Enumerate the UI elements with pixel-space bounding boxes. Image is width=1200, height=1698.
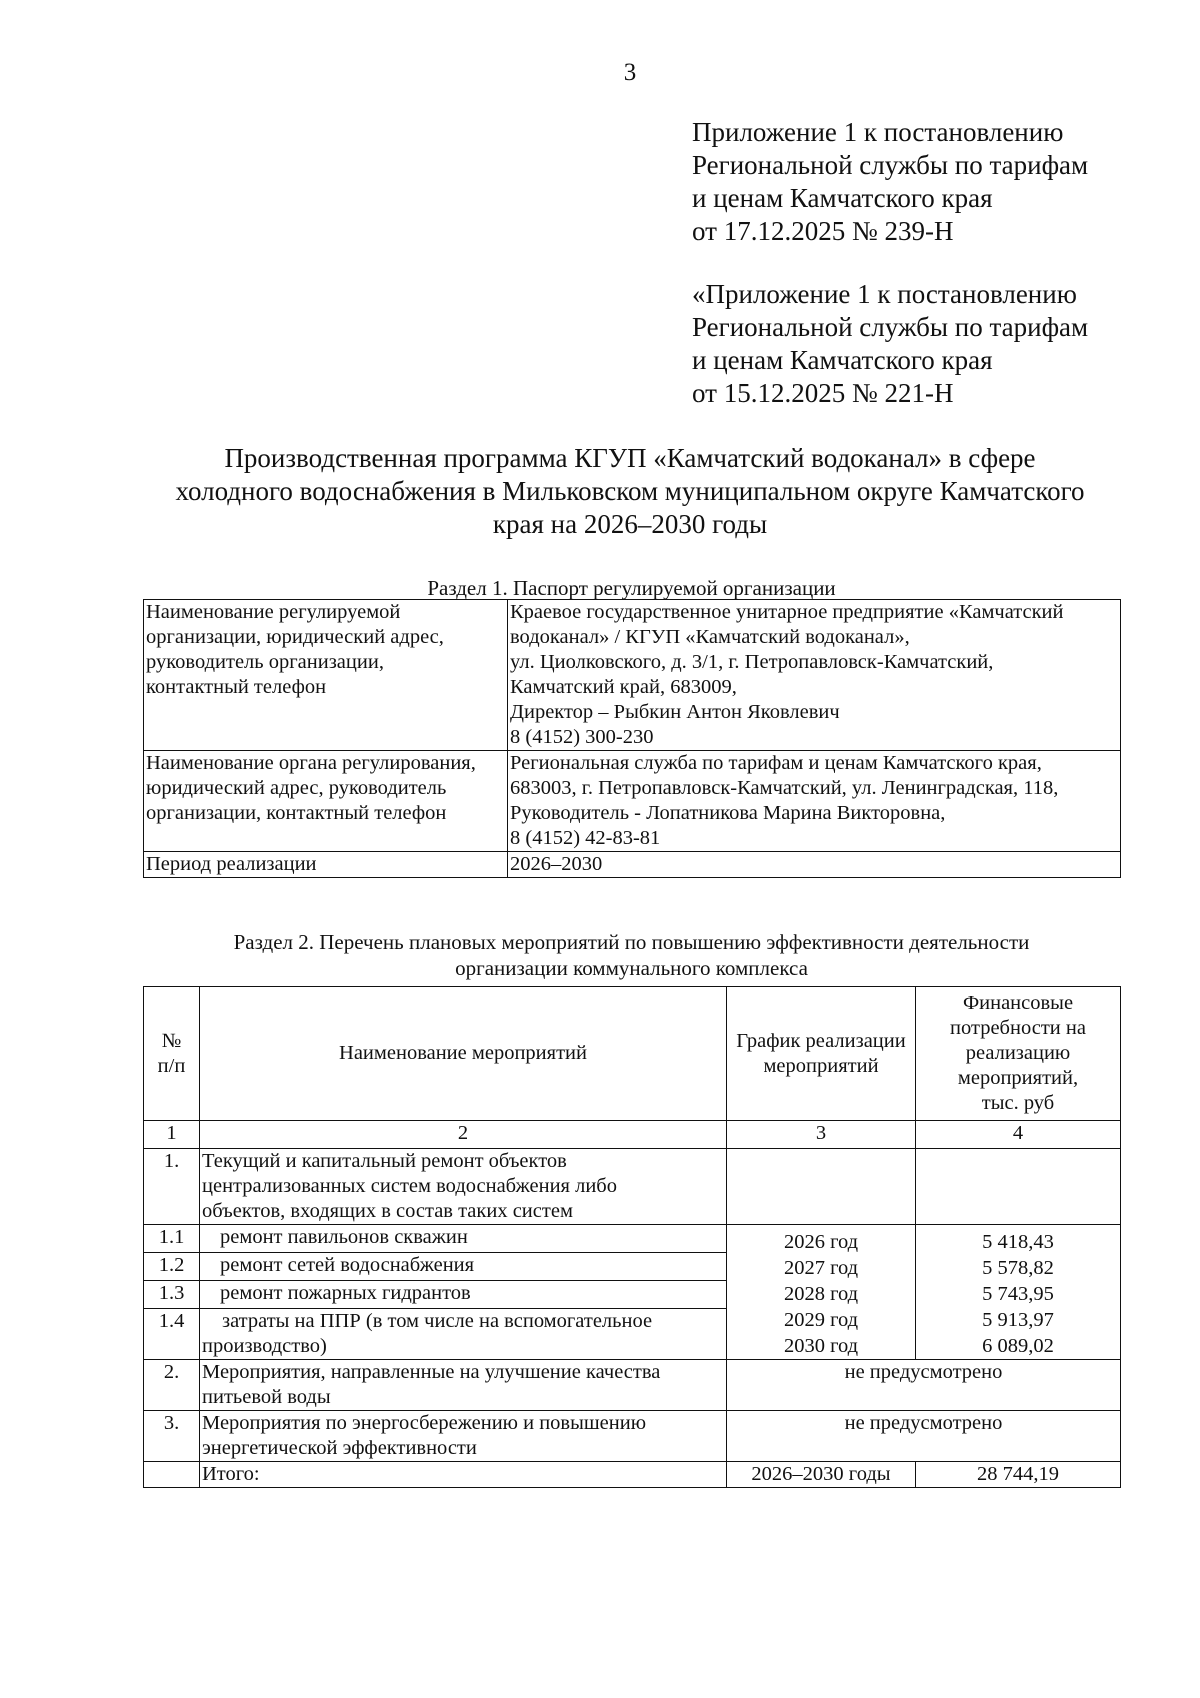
row-number-cell: 1.4 [144,1309,200,1360]
table-row [144,600,1121,751]
table-header-row [144,987,1121,1121]
passport-value-cell [508,600,1121,751]
row-number-cell: 3. [144,1411,200,1462]
row-number-cell: 2. [144,1360,200,1411]
total-label-cell: Итого: [200,1462,727,1488]
appendix-line: Региональной службы по тарифам [692,150,1089,180]
table-row [144,1411,1121,1462]
row-name-cell [200,1225,727,1253]
header-finance-cell [916,987,1121,1121]
schedule-year: 2029 год [783,1309,859,1331]
header-line: График реализации [736,1029,906,1052]
appendix-line: от 15.12.2025 № 221-Н [692,378,954,408]
cell-line: 8 (4152) 300-230 [510,726,654,748]
cell-line: 683003, г. Петропавловск-Камчатский, ул. Ленинградская, 118, [510,777,1059,799]
cell-line: организации, юридический адрес, [146,626,444,648]
header-line: п/п [157,1054,186,1077]
cell-line: Мероприятия, направленные на улучшение качества [202,1361,661,1383]
table-row [144,1360,1121,1411]
header-line: реализацию [965,1042,1071,1064]
table-row [144,852,1121,878]
row-name-cell [200,1309,727,1360]
appendix-line: Приложение 1 к постановлению [692,117,1064,147]
appendix-current-header [692,116,1172,248]
cell-line: Краевое государственное унитарное предприятие «Камчатский [510,601,1064,623]
cell-line: организации, контактный телефон [146,802,447,824]
schedule-year: 2028 год [783,1283,859,1305]
row-number-cell: 1.3 [144,1281,200,1309]
schedule-year: 2030 год [783,1335,859,1357]
amounts-cell [916,1225,1121,1360]
column-number-cell: 3 [727,1121,916,1149]
column-number-cell: 4 [916,1121,1121,1149]
cell-line: 8 (4152) 42-83-81 [510,827,661,849]
section2-caption [143,929,1120,981]
header-line: Наименование мероприятий [339,1042,587,1064]
amount-value: 6 089,02 [982,1335,1054,1357]
schedule-years-cell [727,1225,916,1360]
section1-caption: Раздел 1. Паспорт регулируемой организации [427,576,836,600]
cell-line: питьевой воды [202,1386,331,1408]
cell-line: юридический адрес, руководитель [146,777,447,799]
row-name-cell [200,1149,727,1225]
cell-line: Директор – Рыбкин Антон Яковлевич [510,701,840,723]
caption-line: Раздел 2. Перечень плановых мероприятий по повышению эффективности деятельности [233,930,1030,954]
cell-line: 2026–2030 [510,853,603,875]
passport-label-cell [144,600,508,751]
row-number-cell: 1. [144,1149,200,1225]
cell-line: производство) [202,1335,327,1357]
header-schedule-cell [727,987,916,1121]
not-provided-cell: не предусмотрено [727,1411,1121,1462]
section2-measures-table [143,986,1121,1488]
header-line: Финансовые [962,992,1074,1014]
cell-line: Наименование регулируемой [146,601,401,623]
total-period-cell: 2026–2030 годы [727,1462,916,1488]
amount-value: 5 913,97 [982,1309,1054,1331]
row-number-cell: 1.1 [144,1225,200,1253]
title-line: края на 2026–2030 годы [492,509,768,539]
cell-line: Наименование органа регулирования, [146,752,476,774]
cell-line: руководитель организации, [146,651,384,673]
passport-label-cell [144,751,508,852]
amount-value: 5 578,82 [982,1257,1054,1279]
header-name-cell [200,987,727,1121]
table-row [144,751,1121,852]
appendix-line: от 17.12.2025 № 239-Н [692,216,954,246]
column-number-cell: 2 [200,1121,727,1149]
passport-label-cell [144,852,508,878]
cell-line: Руководитель - Лопатникова Марина Викторовна, [510,802,946,824]
row-name-cell [200,1253,727,1281]
caption-line: организации коммунального комплекса [455,956,808,980]
cell-line: Региональная служба по тарифам и ценам Камчатского края, [510,752,1042,774]
cell-line: ремонт сетей водоснабжения [220,1254,475,1276]
amount-value: 5 743,95 [982,1283,1054,1305]
table-row [144,1225,1121,1253]
cell-line: контактный телефон [146,676,327,698]
appendix-line: «Приложение 1 к постановлению [692,279,1077,309]
cell-line: ремонт павильонов скважин [220,1226,468,1248]
cell-line: централизованных систем водоснабжения либо [202,1175,617,1197]
column-number-cell: 1 [144,1121,200,1149]
appendix-line: Региональной службы по тарифам [692,312,1089,342]
passport-value-cell [508,751,1121,852]
total-amount-cell: 28 744,19 [916,1462,1121,1488]
schedule-year: 2027 год [783,1257,859,1279]
amount-value: 5 418,43 [982,1231,1054,1253]
empty-cell [916,1149,1121,1225]
table-row [144,1149,1121,1225]
appendix-line: и ценам Камчатского края [692,183,993,213]
column-number-row [144,1121,1121,1149]
cell-line: Период реализации [146,853,317,875]
cell-line: объектов, входящих в состав таких систем [202,1200,573,1222]
title-line: холодного водоснабжения в Мильковском муниципальном округе Камчатского [175,476,1085,506]
header-line: потребности на [950,1017,1086,1039]
cell-line: Камчатский край, 683009, [510,676,737,698]
row-name-cell [200,1360,727,1411]
document-title [140,442,1120,541]
header-line: мероприятий, [957,1067,1079,1089]
total-row [144,1462,1121,1488]
appendix-previous-header [692,278,1172,410]
header-line: № [161,1029,182,1052]
page-number: 3 [623,59,637,86]
cell-line: ул. Циолковского, д. 3/1, г. Петропавловск-Камчатский, [510,651,994,673]
schedule-year: 2026 год [783,1231,859,1253]
empty-cell [144,1462,200,1488]
row-name-cell [200,1281,727,1309]
cell-line: Мероприятия по энергосбережению и повышению [202,1412,647,1434]
cell-line: водоканал» / КГУП «Камчатский водоканал», [510,626,910,648]
row-number-cell: 1.2 [144,1253,200,1281]
appendix-line: и ценам Камчатского края [692,345,993,375]
passport-value-cell [508,852,1121,878]
section1-passport-table [143,599,1121,878]
cell-line: затраты на ППР (в том числе на вспомогательное [222,1310,653,1332]
cell-line: ремонт пожарных гидрантов [220,1282,471,1304]
header-line: тыс. руб [981,1092,1055,1114]
title-line: Производственная программа КГУП «Камчатский водоканал» в сфере [224,443,1036,473]
cell-line: энергетической эффективности [202,1437,477,1459]
row-name-cell [200,1411,727,1462]
header-number-cell [144,987,200,1121]
cell-line: Текущий и капитальный ремонт объектов [202,1150,567,1172]
empty-cell [727,1149,916,1225]
not-provided-cell: не предусмотрено [727,1360,1121,1411]
header-line: мероприятий [763,1054,879,1077]
